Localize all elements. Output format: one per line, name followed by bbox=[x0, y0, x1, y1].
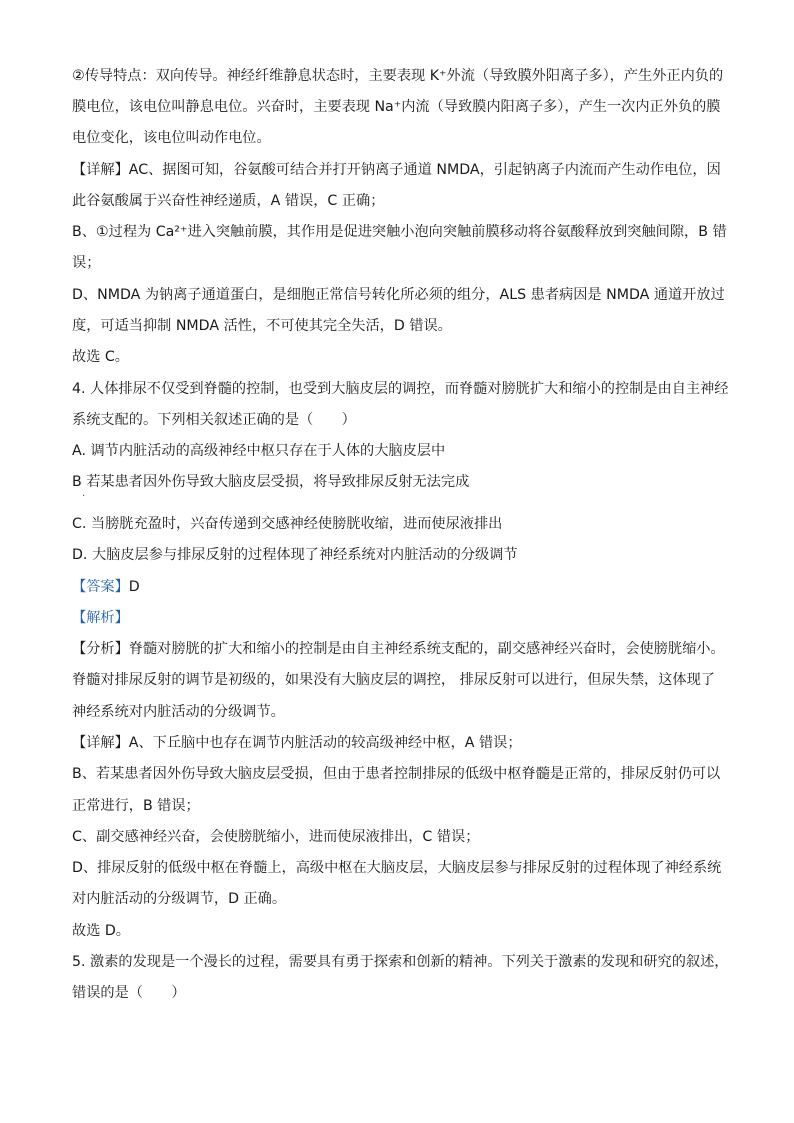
text-line: B、若某患者因外伤导致大脑皮层受损，但由于患者控制排尿的低级中枢脊髓是正常的，排尿反射仍可以 bbox=[72, 766, 721, 782]
answer-value: D bbox=[128, 579, 140, 595]
question-4-stem: 系统支配的。下列相关叙述正确的是（ ） bbox=[72, 412, 356, 428]
text-line: 正常进行，B 错误； bbox=[72, 798, 200, 814]
question-4-stem: 4. 人体排尿不仅受到脊髓的控制，也受到大脑皮层的调控，而脊髓对膀胱扩大和缩小的控制是由自主神经 bbox=[72, 381, 729, 397]
text-line: ②传导特点：双向传导。神经纤维静息状态时，主要表现 K⁺外流（导致膜外阳离子多），产生外正内负的 bbox=[72, 68, 724, 84]
analysis-line bbox=[72, 608, 732, 628]
text-line: 【详解】A、下丘脑中也存在调节内脏活动的较高级神经中枢，A 错误； bbox=[72, 735, 522, 751]
answer-tag: 【答案】 bbox=[72, 579, 129, 595]
text-line: D、排尿反射的低级中枢在脊髓上，高级中枢在大脑皮层，大脑皮层参与排尿反射的过程体现了神经系统 bbox=[72, 860, 722, 876]
text-line: 膜电位，该电位叫静息电位。兴奋时，主要表现 Na⁺内流（导致膜内阳离子多），产生一次内正外负的膜 bbox=[72, 99, 721, 115]
text-line: 此谷氨酸属于兴奋性神经递质，A 错误，C 正确； bbox=[72, 193, 385, 209]
text-line: 误； bbox=[72, 255, 101, 271]
text-line: 神经系统对内脏活动的分级调节。 bbox=[72, 704, 285, 720]
text-line: 度，可适当抑制 NMDA 活性，不可使其完全失活，D 错误。 bbox=[72, 318, 452, 334]
option-c: C. 当膀胱充盈时，兴奋传递到交感神经使膀胱收缩，进而使尿液排出 bbox=[72, 516, 503, 532]
question-5-stem: 5. 激素的发现是一个漫长的过程，需要具有勇于探索和创新的精神。下列关于激素的发现和研究的叙述， bbox=[72, 954, 729, 970]
text-line: 脊髓对排尿反射的调节是初级的，如果没有大脑皮层的调控， 排尿反射可以进行，但尿失禁，这体现了 bbox=[72, 672, 715, 688]
option-a: A. 调节内脏活动的高级神经中枢只存在于人体的大脑皮层中 bbox=[72, 443, 446, 459]
fenxi-line bbox=[72, 639, 732, 659]
option-d: D. 大脑皮层参与排尿反射的过程体现了神经系统对内脏活动的分级调节 bbox=[72, 547, 518, 563]
text-line: 电位变化，该电位叫动作电位。 bbox=[72, 130, 271, 146]
fenxi-text: 脊髓对膀胱的扩大和缩小的控制是由自主神经系统支配的，副交感神经兴奋时，会使膀胱缩小。 bbox=[128, 641, 725, 657]
text-line: 【详解】AC、据图可知，谷氨酸可结合并打开钠离子通道 NMDA，引起钠离子内流而产生动作电位，因 bbox=[72, 162, 721, 178]
text-line: C、副交感神经兴奋，会使膀胱缩小，进而使尿液排出，C 错误； bbox=[72, 829, 480, 845]
option-b: B 若某患者因外伤导致大脑皮层受损，将导致排尿反射无法完成 bbox=[72, 474, 470, 490]
text-line: 对内脏活动的分级调节，D 正确。 bbox=[72, 891, 287, 907]
fenxi-tag: 【分析】 bbox=[72, 641, 129, 657]
text-line: 故选 D。 bbox=[72, 923, 130, 939]
answer-line bbox=[72, 577, 732, 597]
text-line: D、NMDA 为钠离子通道蛋白，是细胞正常信号转化所必须的组分，ALS 患者病因是 NMDA 通道开放过 bbox=[72, 287, 725, 303]
stray-dot: · bbox=[82, 491, 86, 502]
analysis-tag: 【解析】 bbox=[72, 610, 129, 626]
question-5-stem: 错误的是（ ） bbox=[72, 985, 186, 1001]
text-line: 故选 C。 bbox=[72, 349, 129, 365]
text-line: B、①过程为 Ca²⁺进入突触前膜，其作用是促进突触小泡向突触前膜移动将谷氨酸释放到突触间隙，B 错 bbox=[72, 224, 727, 240]
